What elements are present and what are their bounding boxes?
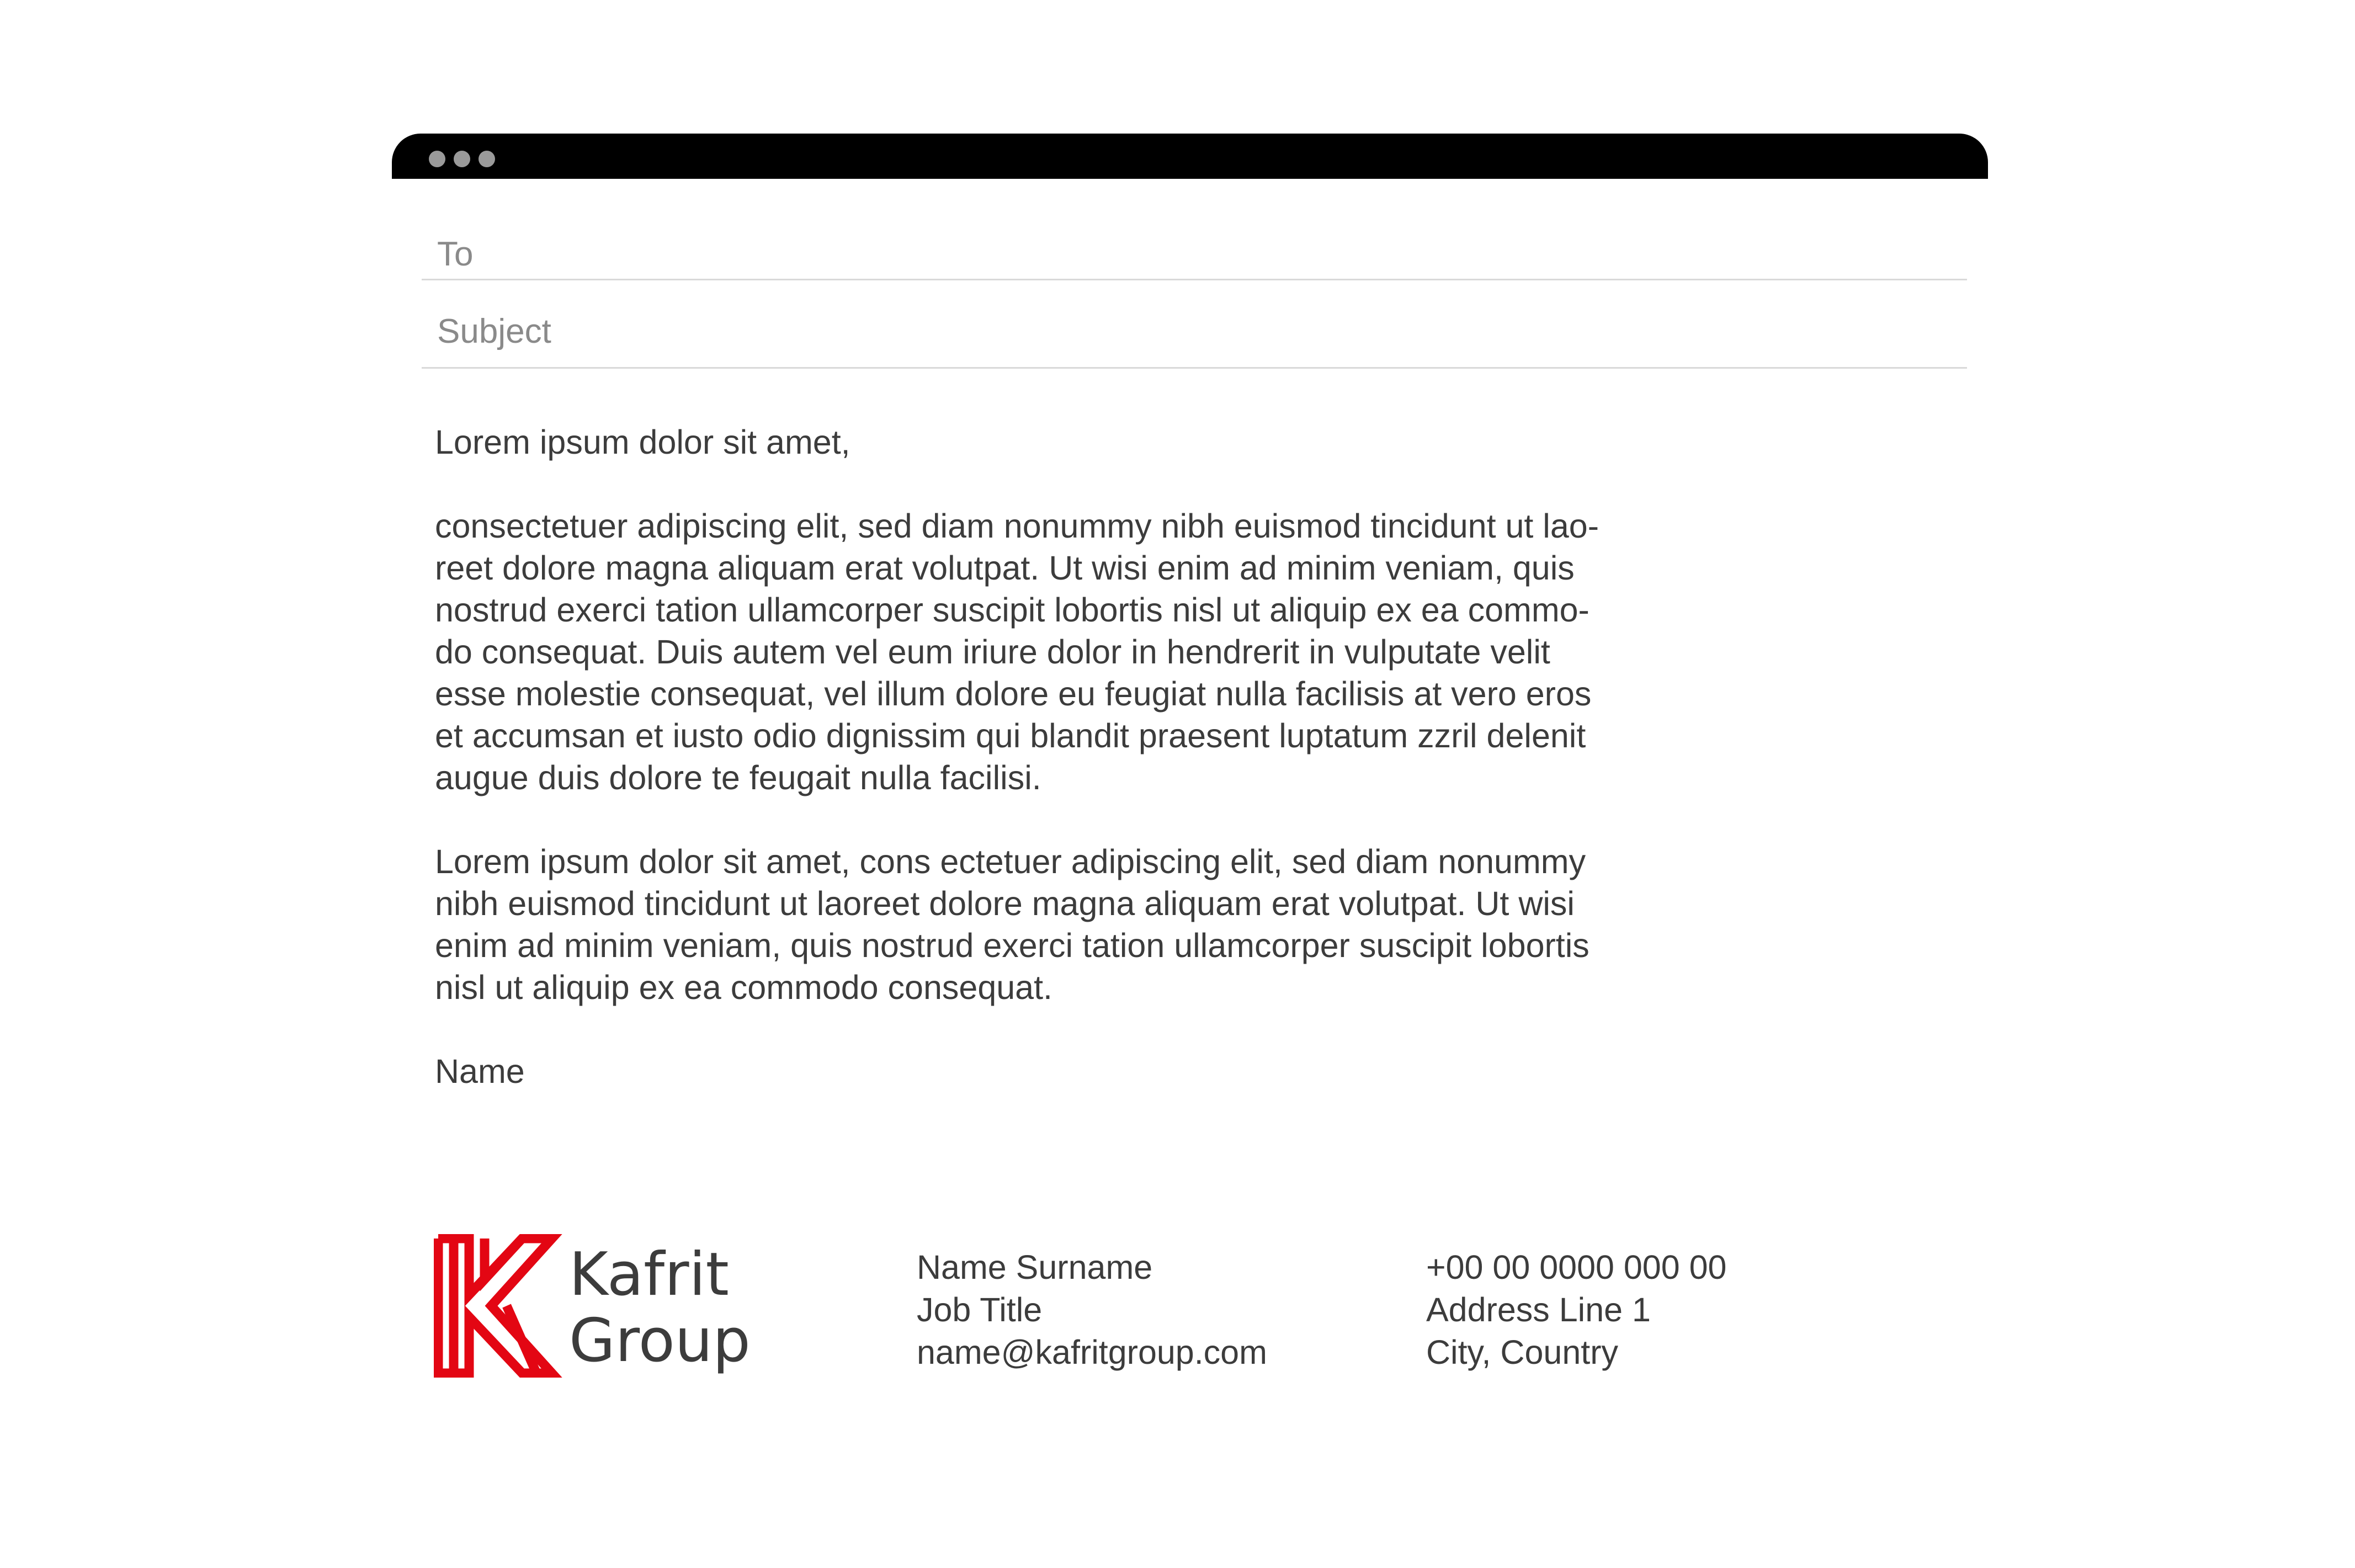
kafrit-group-logo	[434, 1234, 765, 1380]
window-dot-2[interactable]	[454, 151, 470, 167]
to-placeholder: To	[437, 235, 474, 273]
greeting: Lorem ipsum dolor sit amet,	[435, 423, 850, 461]
window-title-bar	[392, 134, 1988, 179]
subject-placeholder: Subject	[437, 312, 551, 350]
subject-field[interactable]	[422, 280, 1967, 369]
signature-email[interactable]: name@kafritgroup.com	[917, 1333, 1267, 1371]
sign-off-name: Name	[435, 1053, 525, 1090]
signature-contact	[1426, 1246, 1726, 1374]
signature-address: Address Line 1	[1426, 1291, 1651, 1328]
window-dot-3[interactable]	[479, 151, 495, 167]
signature-phone[interactable]: +00 00 0000 000 00	[1426, 1248, 1727, 1286]
body-paragraph-1: consectetuer adipiscing elit, sed diam nonummy nibh euismod tincidunt ut lao- reet dolore magna aliquam erat volutpat. Ut wisi enim ad minim veniam, quis nostrud exerci tation ullamcorper suscipit lobortis nisl ut aliquip ex ea commo- do consequat. Duis autem vel eum iriure dolor in hendrerit in vulputate velit esse molestie consequat, vel illum dolore eu feugiat nulla facilisis at vero eros et accumsan et iusto odio dignissim qui blandit praesent luptatum zzril delenit augue duis dolore te feugait nulla facilisi.	[435, 507, 1599, 796]
kafrit-k-icon	[434, 1234, 765, 1378]
signature-job-title: Job Title	[917, 1291, 1043, 1328]
message-body[interactable]	[435, 421, 1704, 1092]
to-field[interactable]	[422, 221, 1967, 280]
body-paragraph-2: Lorem ipsum dolor sit amet, cons ectetuer adipiscing elit, sed diam nonummy nibh euismod tincidunt ut laoreet dolore magna aliquam erat volutpat. Ut wisi enim ad minim veniam, quis nostrud exerci tation ullamcorper suscipit lobortis nisl ut aliquip ex ea commodo consequat.	[435, 843, 1590, 1006]
logo-word-kafrit: Kafrit	[569, 1240, 729, 1309]
signature-city-country: City, Country	[1426, 1333, 1619, 1371]
window-dot-1[interactable]	[429, 151, 445, 167]
signature-name: Name Surname	[917, 1248, 1153, 1286]
signature-person	[917, 1246, 1267, 1374]
logo-word-group: Group	[569, 1306, 751, 1375]
